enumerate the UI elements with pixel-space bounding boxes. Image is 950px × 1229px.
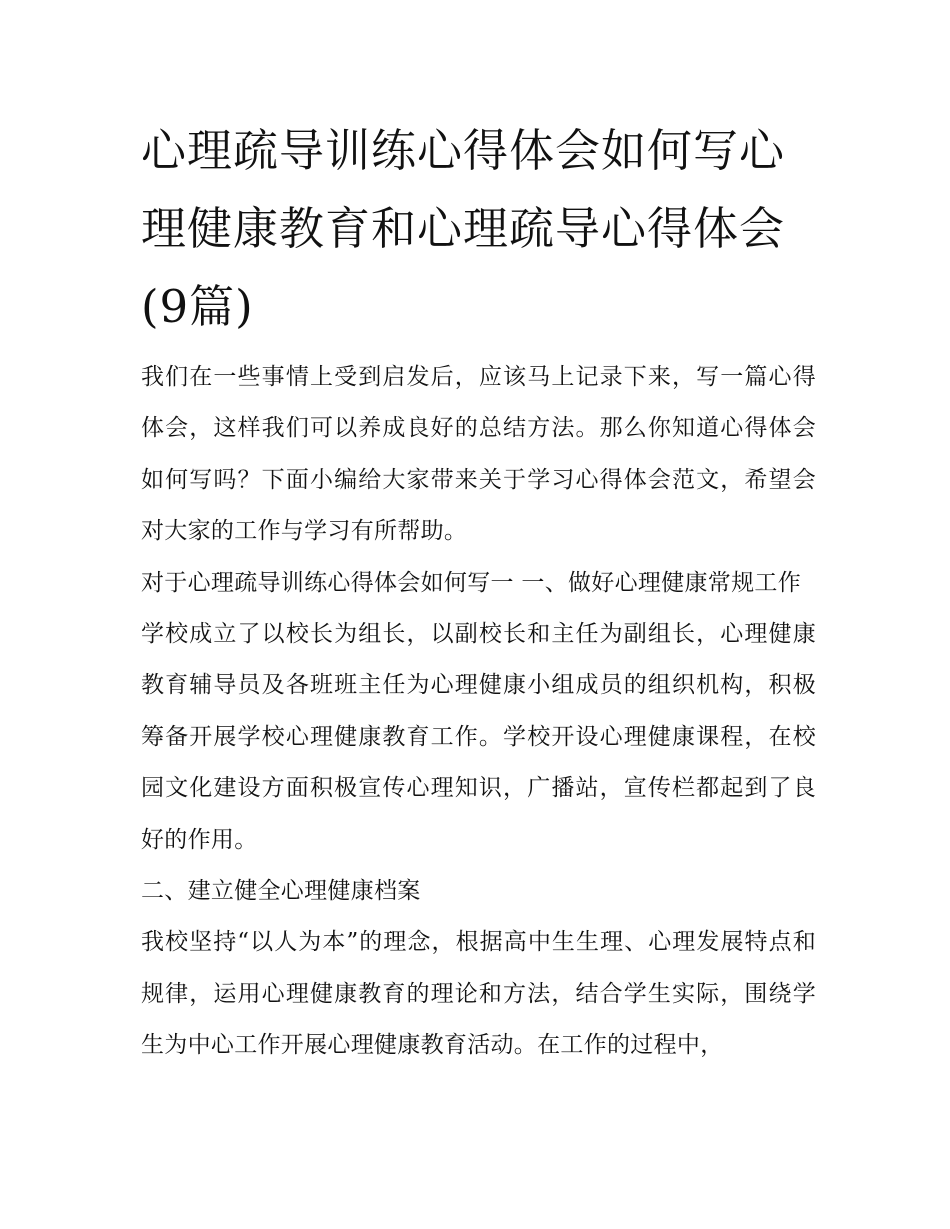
intro-paragraph: 我们在一些事情上受到启发后，应该马上记录下来，写一篇心得体会，这样我们可以养成良好的总结方法。那么你知道心得体会如何写吗？下面小编给大家带来关于学习心得体会范文，希望会对大家的工作与学习有所帮助。 — [141, 364, 816, 545]
body-paragraph-1: 学校成立了以校长为组长，以副校长和主任为副组长，心理健康教育辅导员及各班班主任为心理健康小组成员的组织机构，积极筹备开展学校心理健康教育工作。学校开设心理健康课程，在校园文化建设方面积极宣传心理知识，广播站，宣传栏都起到了良好的作用。 — [141, 621, 816, 853]
section-heading-1: 对于心理疏导训练心得体会如何写一 一、做好心理健康常规工作 — [141, 569, 802, 596]
section-heading-2: 二、建立健全心理健康档案 — [141, 878, 421, 905]
document-title: 心理疏导训练心得体会如何写心理健康教育和心理疏导心得体会(9篇) — [141, 124, 786, 333]
document-page — [141, 112, 816, 1072]
body-paragraph-2: 我校坚持“以人为本”的理念，根据高中生生理、心理发展特点和规律，运用心理健康教育的理论和方法，结合学生实际，围绕学生为中心工作开展心理健康教育活动。在工作的过程中， — [141, 929, 816, 1059]
